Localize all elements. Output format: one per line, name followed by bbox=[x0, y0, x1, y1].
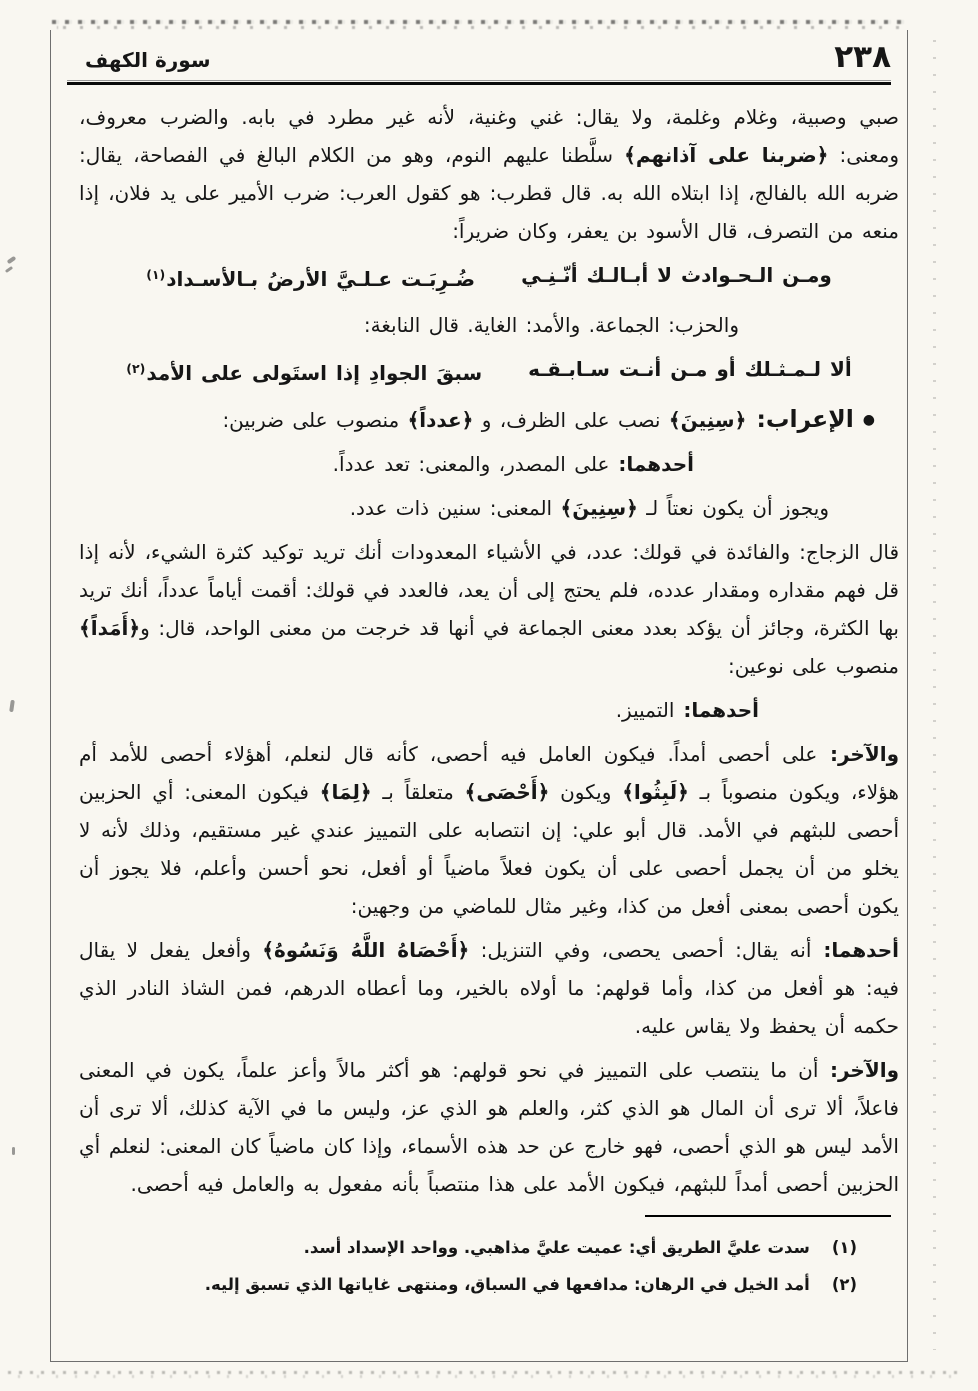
line-yajuz-naat: ويجوز أن يكون نعتاً لـ ﴿سِنِينَ﴾ المعنى: سنين ذات عدد. bbox=[349, 496, 829, 520]
paragraph-al-akhar-tamyiz: والآخر: أن ما ينتصب على التمييز في نحو قولهم: هو أكثر مالاً وأعز علماً، يكون في المعنى فاعلاً، ألا ترى أن المال هو الذي كثر، والعلم هو الذي عز، وليس ما في الآية كذلك، ألا ترى أن الأمد ليس هو الذي أحصى، فهو خارج عن حد هذه الأسماء، وإذا كان ماضياً كان المعنى: لنعلم أي الحزبين أحصى أمداً للبثهم، فيكون الأمد على هذا منتصباً بأنه مفعول به والعامل فيه أحصى. bbox=[79, 1058, 900, 1196]
line-ahaduhuma-masdar: أحدهما: على المصدر، والمعنى: تعد عدداً. bbox=[332, 452, 694, 476]
irab-heading-line bbox=[79, 400, 899, 439]
verse1-hemistich-left bbox=[146, 256, 475, 298]
footnote-marker-2: (٢) bbox=[831, 1275, 857, 1294]
line-ahaduhuma-tamyiz: أحدهما: التمييز. bbox=[615, 698, 759, 722]
paragraph-darb: صبي وصبية، وغلام وغلمة، ولا يقال: غني وغنية، لأنه غير مطرد في بابه. والضرب معروف، ومعنى: ﴿ضربنا على آذانهم﴾ سلَّطنا عليهم النوم، وهو من الكلام البالغ في الفصاحة، يقال: ضربه الله بالفالج، إذا ابتلاه الله به. قال قطرب: هو كقول العرب: ضرب الأمير على يد فلان، إذا منعه من التصرف، قال الأسود بن يعفر، وكان ضريراً: bbox=[79, 105, 899, 243]
verse1-hemistich-right: ومـن الـحـوادث لا أبـالـك أنّـنِـي bbox=[521, 263, 832, 287]
verse1-left-text: ضُـرِبَـت عـلـيَّ الأرضُ بـالأسـداد bbox=[166, 267, 476, 291]
bullet-icon: ● bbox=[862, 412, 875, 428]
scan-artifact bbox=[5, 266, 13, 273]
footnotes-section bbox=[51, 1209, 907, 1303]
scan-artifact bbox=[7, 256, 17, 264]
footnote-item-1 bbox=[79, 1229, 899, 1266]
scan-noise-bottom-band bbox=[8, 1369, 958, 1379]
scan-artifact bbox=[9, 700, 15, 712]
footnote-text-2: أمد الخيل في الرهان: مدافعها في السباق، ومنتهى غاياتها الذي تسبق إليه. bbox=[204, 1275, 810, 1294]
paragraph-ahaduhuma-yuqal: أحدهما: أنه يقال: أحصى يحصى، وفي التنزيل: ﴿أَحْصَاهُ اللَّهُ وَنَسُوهُ﴾ وأفعل يفعل لا يقال فيه: هو أفعل من كذا، وأما قولهم: ما أولاه بالخير، وما أعطاه الدرهم، فمن الشاذ النادر الذي حكمه أن يحفظ ولا يقاس عليه. bbox=[79, 938, 900, 1038]
line-hizb-definition: والحزب: الجماعة. والأمد: الغاية. قال النابغة: bbox=[363, 313, 739, 337]
verse2-left-text: سبقَ الجوادِ إذا استَولى على الأمد bbox=[146, 361, 483, 385]
scan-noise-right-margin bbox=[933, 40, 936, 1350]
page-frame bbox=[50, 30, 908, 1362]
footnote-separator bbox=[645, 1215, 891, 1217]
paragraph-zajjaj: قال الزجاج: والفائدة في قولك: عدد، في الأشياء المعدودات أنك تريد توكيد كثرة الشيء، لأنه إذا قل فهم مقداره ومقدار عدده، فلم يحتج إلى أن يعد، فالعدد في قولك: أقمت أياماً عدداً، أنك تريد بها الكثرة، وجائز أن يؤكد بعدد معنى الجماعة في أنها قد خرجت من معنى الواحد، قال: و﴿أَمَداً﴾ منصوب على نوعين: bbox=[79, 540, 899, 678]
page-body bbox=[51, 85, 907, 1203]
footnote-ref-2: (٢) bbox=[126, 361, 146, 376]
scan-noise-top-band bbox=[52, 19, 908, 30]
footnote-text-1: سدت عليَّ الطريق أي: عميت عليَّ مذاهبي. وواحد الإسداد أسد. bbox=[303, 1238, 810, 1257]
verse-line-1 bbox=[79, 256, 899, 298]
page-number: ٢٣٨ bbox=[834, 39, 891, 75]
verse2-hemistich-right: ألا لـمـثـلك أو مـن أنـت سـابـقـه bbox=[528, 357, 852, 381]
surah-title: سورة الكهف bbox=[85, 48, 211, 72]
verse-line-2 bbox=[79, 350, 899, 392]
footnote-item-2 bbox=[79, 1266, 899, 1303]
verse2-hemistich-left bbox=[126, 350, 482, 392]
footnote-marker-1: (١) bbox=[831, 1238, 857, 1257]
footnote-ref-1: (١) bbox=[146, 267, 166, 282]
page-header bbox=[51, 30, 907, 73]
irab-heading-text: الإعراب: ﴿سِنِينَ﴾ نصب على الظرف، و ﴿عدداً﴾ منصوب على ضربين: bbox=[222, 405, 854, 433]
paragraph-al-akhar-ahsa: والآخر: على أحصى أمداً. فيكون العامل فيه أحصى، كأنه قال لنعلم، أهؤلاء أحصى للأمد أم هؤلاء، ويكون منصوباً بـ ﴿لَبِثُوا﴾ ويكون ﴿أَحْصَى﴾ متعلقاً بـ ﴿لِمَا﴾ فيكون المعنى: أي الحزبين أحصى للبثهم في الأمد. قال أبو علي: إن انتصابه على التمييز عندي غير مستقيم، وذلك لأنه لا يخلو من أن يجمل أحصى على أن يكون فعلاً ماضياً أو أفعل، نحو أحسن وأعلم، فلا يجوز أن يكون أحصى بمعنى أفعل من كذا، وغير مثال للماضي من وجهين: bbox=[79, 742, 900, 918]
scan-artifact bbox=[12, 1147, 15, 1155]
